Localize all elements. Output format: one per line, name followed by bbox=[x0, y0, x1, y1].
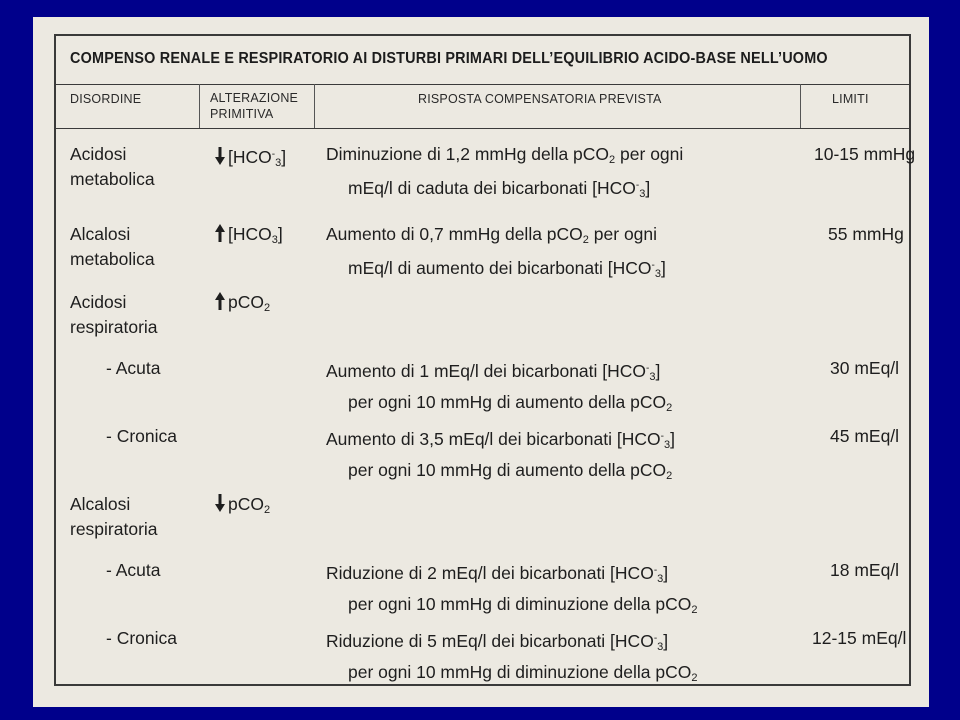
arrow-up-icon bbox=[214, 291, 226, 311]
disorder-name: Acidosi metabolica bbox=[70, 144, 155, 189]
primary-alteration: pCO$_2$ bbox=[214, 290, 270, 321]
compensatory-response: Riduzione di 2 mEq/l dei bicarbonati $[HCO^-_3]$ per ogni 10 mmHg di diminuzione della pCO$_2$ bbox=[326, 563, 698, 616]
disorder-name: Alcalosi metabolica bbox=[70, 224, 155, 269]
arrow-down-icon bbox=[214, 146, 226, 166]
title-divider bbox=[56, 84, 909, 85]
column-divider bbox=[314, 84, 315, 128]
compensatory-response: Diminuzione di 1,2 mmHg della pCO$_2$ per ogni mEq/l di caduta dei bicarbonati $[HCO^-_3]$ bbox=[326, 144, 684, 200]
column-divider bbox=[800, 84, 801, 128]
disorder-name: Acidosi respiratoria bbox=[70, 292, 158, 337]
header-alterazione: ALTERAZIONE PRIMITIVA bbox=[210, 91, 299, 121]
disorder-subtype: - Acuta bbox=[106, 358, 161, 378]
compensatory-response: Riduzione di 5 mEq/l dei bicarbonati $[HCO^-_3]$ per ogni 10 mmHg di diminuzione della pCO$_2$ bbox=[326, 631, 698, 684]
limit-value: 30 mEq/l bbox=[830, 358, 900, 378]
header-limiti: LIMITI bbox=[832, 92, 869, 106]
compensatory-response: Aumento di 1 mEq/l dei bicarbonati $[HCO^-_3]$ per ogni 10 mmHg di aumento della pCO$_2$ bbox=[326, 361, 673, 414]
table-title: COMPENSO RENALE E RESPIRATORIO AI DISTURBI PRIMARI DELL’EQUILIBRIO ACIDO-BASE NELL’UOMO bbox=[70, 50, 828, 67]
column-divider bbox=[199, 84, 200, 128]
compensatory-response: Aumento di 3,5 mEq/l dei bicarbonati $[HCO^-_3]$ per ogni 10 mmHg di aumento della pCO$_2$ bbox=[326, 429, 675, 482]
acid-base-table bbox=[54, 34, 916, 686]
arrow-down-icon bbox=[214, 493, 226, 513]
compensatory-response: Aumento di 0,7 mmHg della pCO$_2$ per ogni mEq/l di aumento dei bicarbonati $[HCO^-_3]$ bbox=[326, 224, 666, 280]
disorder-subtype: - Cronica bbox=[106, 628, 177, 648]
primary-alteration: pCO$_2$ bbox=[214, 492, 270, 523]
disorder-name: Alcalosi respiratoria bbox=[70, 494, 158, 539]
limit-value: 12-15 mEq/l bbox=[812, 628, 907, 648]
arrow-up-icon bbox=[214, 223, 226, 243]
primary-alteration: $[HCO_3]$ bbox=[214, 222, 283, 253]
disorder-subtype: - Acuta bbox=[106, 560, 161, 580]
header-risposta: RISPOSTA COMPENSATORIA PREVISTA bbox=[418, 92, 662, 106]
header-disordine: DISORDINE bbox=[70, 92, 142, 106]
limit-value: 55 mmHg bbox=[828, 224, 904, 244]
header-divider bbox=[56, 128, 909, 129]
limit-value: 18 mEq/l bbox=[830, 560, 900, 580]
limit-value: 10-15 mmHg bbox=[814, 144, 916, 164]
disorder-subtype: - Cronica bbox=[106, 426, 177, 446]
limit-value: 45 mEq/l bbox=[830, 426, 900, 446]
primary-alteration: $[HCO^-_3]$ bbox=[214, 142, 286, 176]
